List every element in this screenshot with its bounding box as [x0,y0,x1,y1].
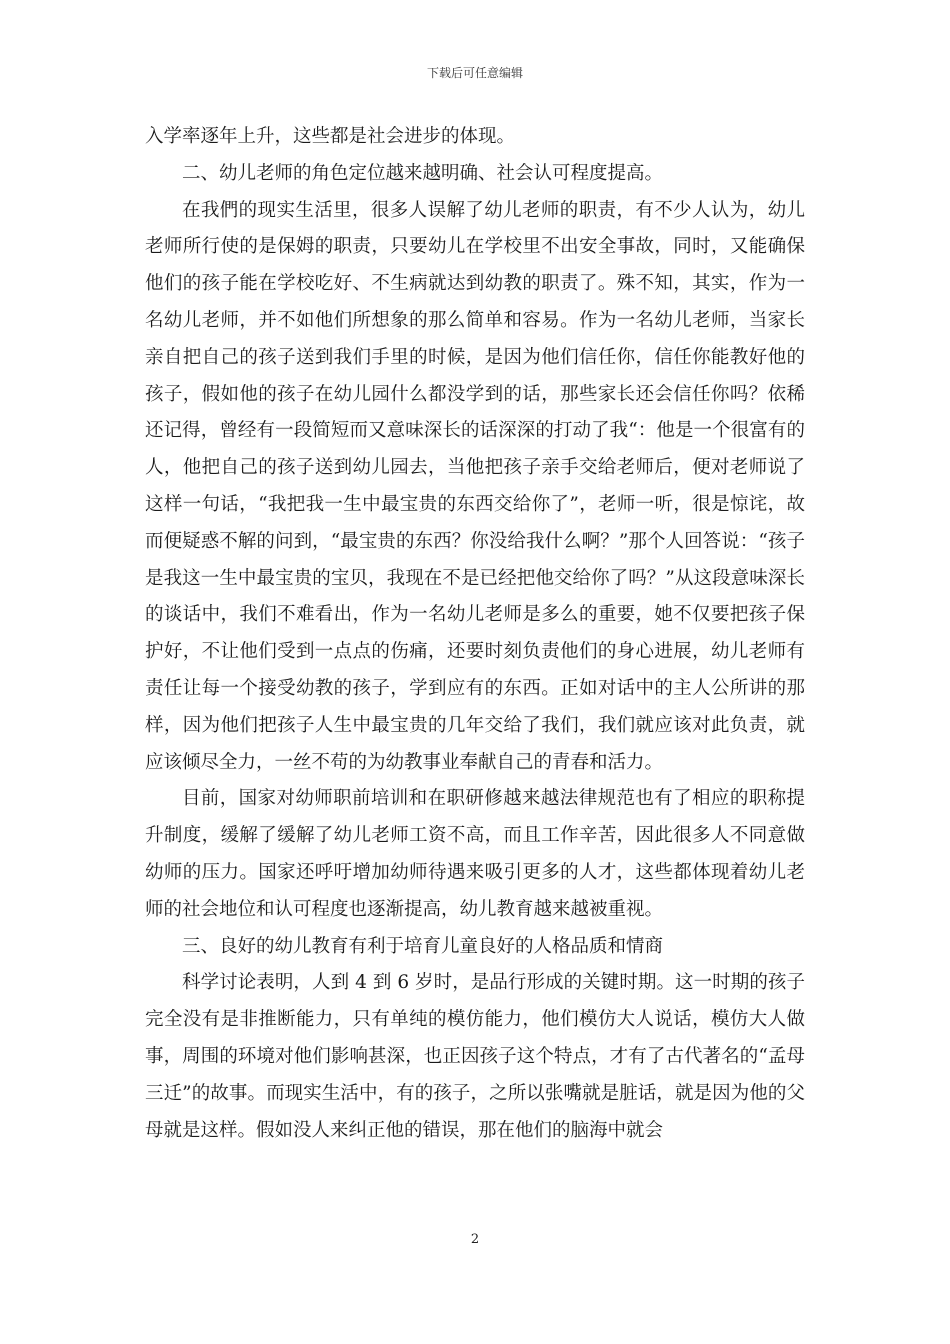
document-body [145,119,805,1149]
paragraph-6: 科学讨论表明，人到 4 到 6 岁时，是品行形成的关键时期。这一时期的孩子完全没有是非推断能力，只有单纯的模仿能力，他们模仿大人说话，模仿大人做事，周围的环境对他们影响甚深，也正因孩子这个特点，才有了古代著名的“孟母三迁”的故事。而现实生活中，有的孩子，之所以张嘴就是脏话，就是因为他的父母就是这样。假如没人来纠正他的错误，那在他们的脑海中就会 [145,972,805,1141]
section-heading-2: 二、幼儿老师的角色定位越来越明确、社会认可程度提高。 [182,162,664,184]
paragraph-1: 入学率逐年上升，这些都是社会进步的体现。 [145,126,516,147]
page-header: 下载后可任意编辑 [426,66,523,80]
paragraph-3: 在我們的现实生活里，很多人误解了幼儿老师的职责，有不少人认为，幼儿老师所行使的是保姆的职责，只要幼儿在学校里不出安全事故，同时，又能确保他们的孩子能在学校吃好、不生病就达到幼教的职责了。殊不知，其实，作为一名幼儿老师，并不如他们所想象的那么简单和容易。作为一名幼儿老师，当家长亲自把自己的孩子送到我们手里的时候，是因为他们信任你，信任你能教好他的孩子，假如他的孩子在幼儿园什么都没学到的话，那些家长还会信任你吗？依稀还记得，曾经有一段简短而又意味深长的话深深的打动了我“：他是一个很富有的人，他把自己的孩子送到幼儿园去，当他把孩子亲手交给老师后，便对老师说了这样一句话，“我把我一生中最宝贵的东西交给你了”，老师一听，很是惊诧，故而便疑惑不解的问到，“最宝贵的东西？你没给我什么啊？”那个人回答说：“孩子是我这一生中最宝贵的宝贝，我现在不是已经把他交给你了吗？”从这段意味深长的谈话中，我们不难看出，作为一名幼儿老师是多么的重要，她不仅要把孩子保护好，不让他们受到一点点的伤痛，还要时刻负责他们的身心进展，幼儿老师有责任让每一个接受幼教的孩子，学到应有的东西。正如对话中的主人公所讲的那样，因为他们把孩子人生中最宝贵的几年交给了我们，我们就应该对此负责，就应该倾尽全力，一丝不苟的为幼教事业奉献自己的青春和活力。 [145,199,805,773]
paragraph-4: 目前，国家对幼师职前培训和在职研修越来越法律规范也有了相应的职称提升制度，缓解了缓解了幼儿老师工资不高，而且工作辛苦，因此很多人不同意做幼师的压力。国家还呼吁增加幼师待遇来吸引更多的人才，这些都体现着幼儿老师的社会地位和认可程度也逐渐提高，幼儿教育越来越被重视。 [145,788,805,920]
section-heading-3: 三、良好的幼儿教育有利于培育儿童良好的人格品质和情商 [182,935,664,957]
page-number: 2 [470,1232,480,1247]
